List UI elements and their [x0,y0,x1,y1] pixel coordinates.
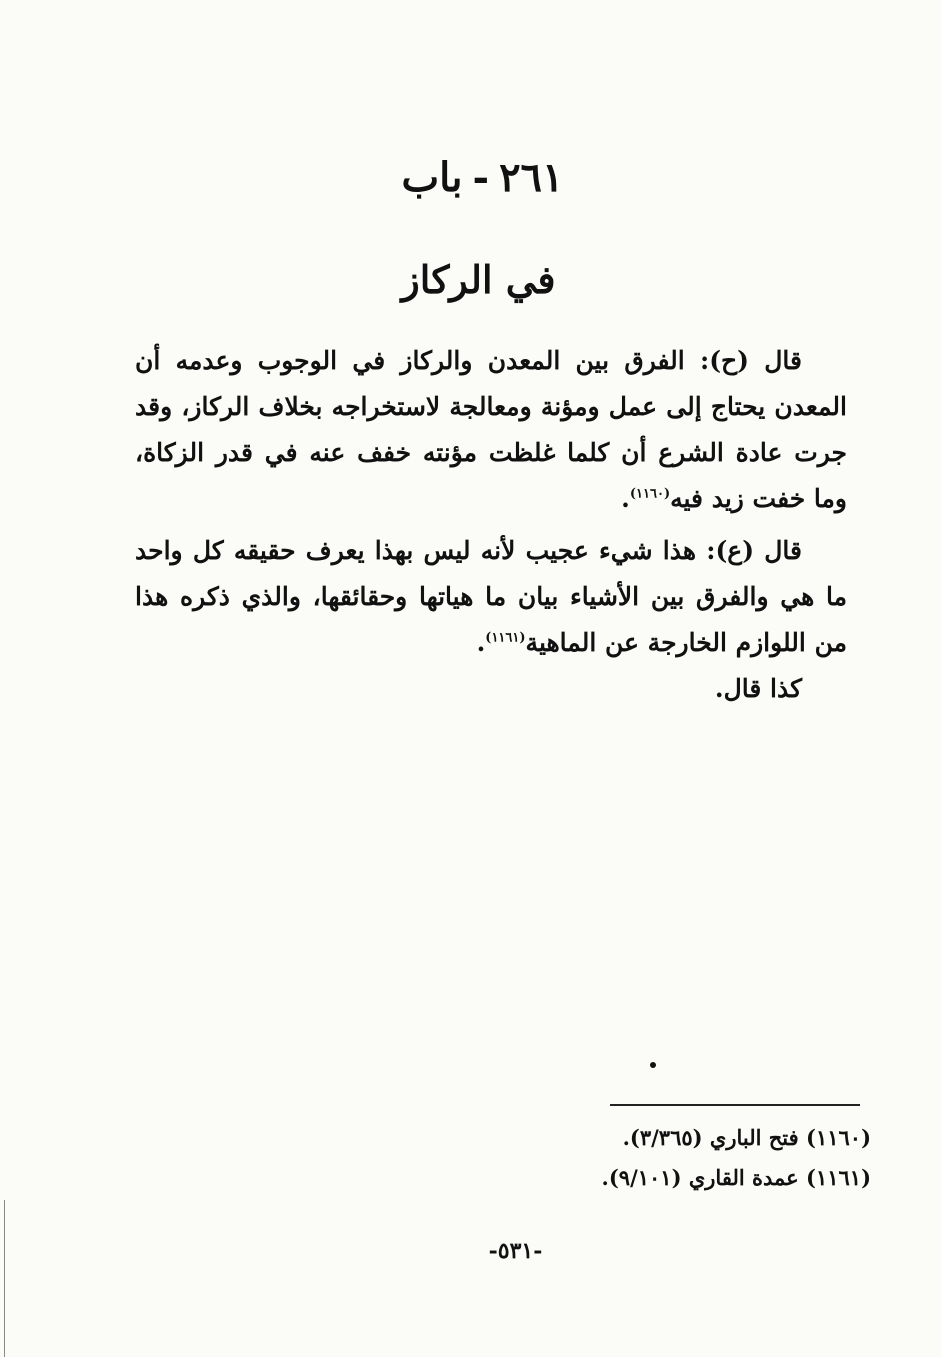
footnote-separator [610,1104,860,1106]
paragraph-2-end: . [476,628,486,657]
chapter-heading [0,150,941,206]
chapter-word: باب [401,154,463,201]
footnote-ref-1160: (١١٦٠) [629,486,671,502]
paragraph-2-text: قال (ع): هذا شيء عجيب لأنه ليس بهذا يعرف حقيقه كل واحد ما هي والفرق بين الأشياء بيان ما هياتها وحقائقها، والذي ذكره هذا من اللوازم الخارجة عن الماهية [135,536,847,657]
paragraph-1-end: . [621,484,630,513]
chapter-number: ٢٦١ [499,154,564,201]
paragraph-3-text: كذا قال. [714,674,802,703]
paragraph-1 [135,338,847,522]
paragraph-3 [135,666,847,712]
page-number: -٥٣١- [488,1238,543,1264]
paragraph-2 [135,528,847,666]
footnote-1161: (١١٦١) عمدة القاري (٩/١٠١). [601,1165,871,1190]
paragraph-1-text: قال (ح): الفرق بين المعدن والركاز في الوجوب وعدمه أن المعدن يحتاج إلى عمل ومؤنة ومعالجة لاستخراجه بخلاف الركاز، وقد جرت عادة الشرع أن كلما غلظت مؤنته خفف عنه في قدر الزكاة، وما خفت زيد فيه [135,346,847,513]
ink-dot [650,1062,656,1068]
footnote-ref-1161: (١١٦١) [485,630,526,646]
chapter-separator: - [472,154,490,201]
page-edge-line [4,1200,5,1357]
footnotes [451,1118,871,1198]
body-text [135,338,847,712]
section-title: في الركاز [401,257,556,302]
footnote-1160: (١١٦٠) فتح الباري (٣/٣٦٥). [622,1125,871,1150]
